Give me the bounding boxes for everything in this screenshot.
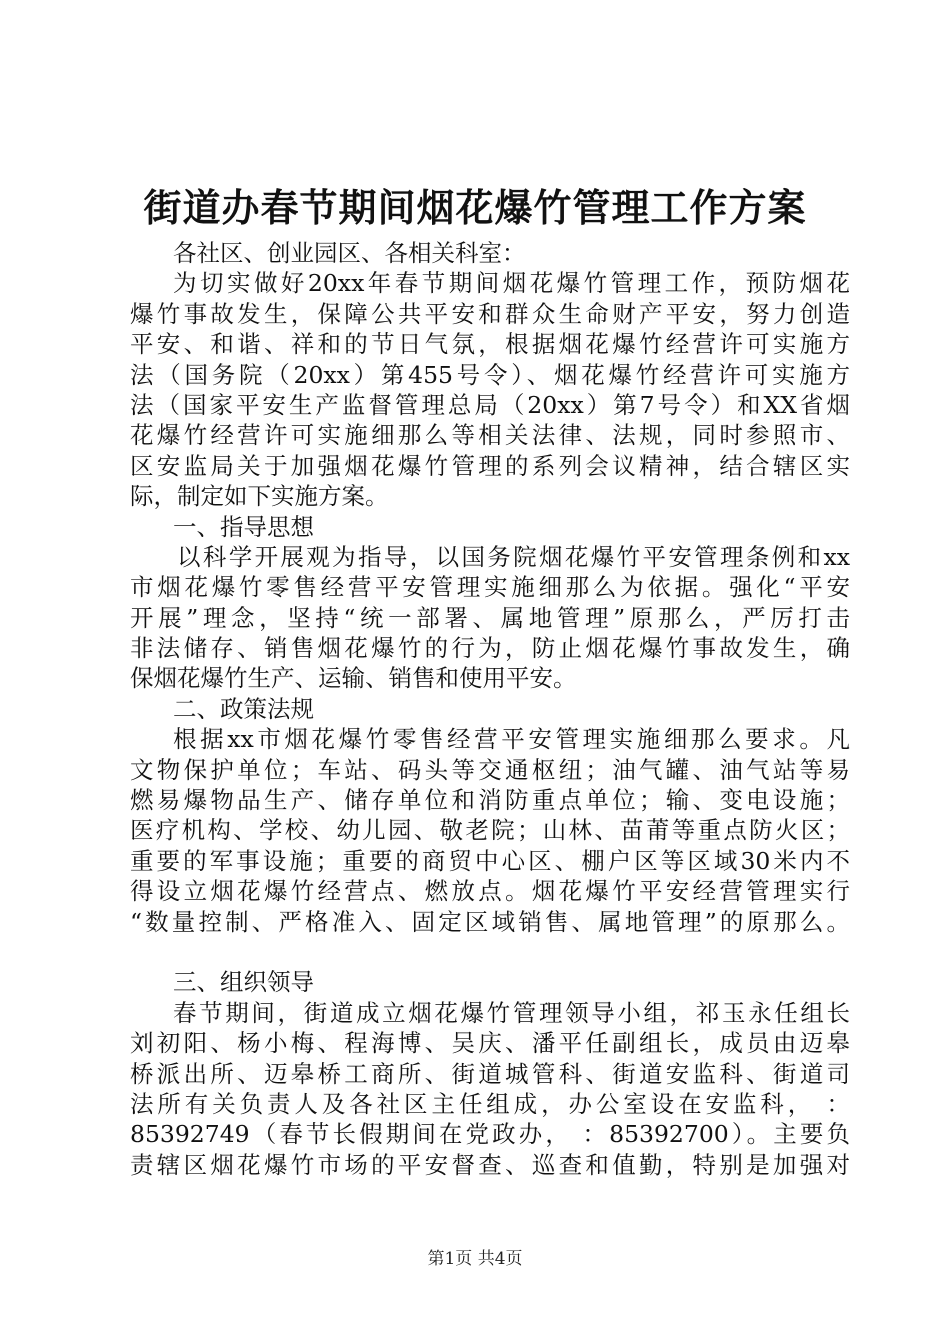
paragraph-line: 燃易爆物品生产、储存单位和消防重点单位；输、变电设施； — [130, 786, 850, 815]
paragraph-line: 保烟花爆竹生产、运输、销售和使用平安。 — [130, 664, 577, 693]
paragraph-line: 责辖区烟花爆竹市场的平安督查、巡查和值勤，特别是加强对 — [130, 1150, 850, 1179]
paragraph-line: “数量控制、严格准入、固定区域销售、属地管理”的原那么。 — [130, 907, 850, 936]
paragraph-line: 重要的军事设施；重要的商贸中心区、棚户区等区域30米内不 — [130, 846, 850, 875]
paragraph-line: 区安监局关于加强烟花爆竹管理的系列会议精神，结合辖区实 — [130, 451, 850, 480]
page-number-footer: 第1页 共4页 — [427, 1249, 523, 1269]
paragraph-line: 花爆竹经营许可实施细那么等相关法律、法规，同时参照市、 — [130, 421, 850, 450]
paragraph-line: 得设立烟花爆竹经营点、燃放点。烟花爆竹平安经营管理实行 — [130, 877, 850, 906]
paragraph-line: 春节期间，街道成立烟花爆竹管理领导小组，祁玉永任组长 — [173, 998, 850, 1027]
paragraph-line: 市烟花爆竹零售经营平安管理实施细那么为依据。强化“平安 — [130, 573, 850, 602]
paragraph-line: 法（国家平安生产监督管理总局（20xx）第7号令）和XX省烟 — [130, 390, 850, 419]
paragraph-line: 医疗机构、学校、幼儿园、敬老院；山林、苗莆等重点防火区； — [130, 816, 850, 845]
salutation-line: 各社区、创业园区、各相关科室： — [173, 239, 526, 267]
paragraph-line: 根据xx市烟花爆竹零售经营平安管理实施细那么要求。凡 — [173, 725, 850, 754]
paragraph-line: 法（国务院（20xx）第455号令）、烟花爆竹经营许可实施方 — [130, 360, 850, 389]
paragraph-line: 为切实做好20xx年春节期间烟花爆竹管理工作，预防烟花 — [173, 269, 850, 298]
section-heading: 二、政策法规 — [173, 694, 314, 723]
paragraph-line: 文物保护单位；车站、码头等交通枢纽；油气罐、油气站等易 — [130, 755, 850, 784]
paragraph-line: 以科学开展观为指导，以国务院烟花爆竹平安管理条例和xx — [177, 542, 850, 571]
document-body — [130, 238, 850, 1180]
paragraph-line: 开展”理念，坚持“统一部署、属地管理”原那么，严厉打击 — [130, 603, 850, 632]
section-heading: 三、组织领导 — [173, 968, 314, 997]
section-heading: 一、指导思想 — [173, 512, 314, 541]
paragraph-line: 桥派出所、迈皋桥工商所、街道城管科、街道安监科、街道司 — [130, 1059, 850, 1088]
document-title: 街道办春节期间烟花爆竹管理工作方案 — [143, 185, 807, 230]
paragraph-line: 85392749（春节长假期间在党政办， ：85392700）。主要负 — [130, 1120, 850, 1149]
paragraph-line: 法所有关负责人及各社区主任组成，办公室设在安监科， ： — [130, 1089, 850, 1118]
blank-line — [130, 937, 850, 967]
paragraph-line: 平安、和谐、祥和的节日气氛，根据烟花爆竹经营许可实施方 — [130, 330, 850, 359]
paragraph-line: 爆竹事故发生，保障公共平安和群众生命财产平安，努力创造 — [130, 299, 850, 328]
paragraph-line: 际，制定如下实施方案。 — [130, 482, 389, 511]
paragraph-line: 非法储存、销售烟花爆竹的行为，防止烟花爆竹事故发生，确 — [130, 634, 850, 663]
paragraph-line: 刘初阳、杨小梅、程海博、吴庆、潘平任副组长，成员由迈皋 — [130, 1029, 850, 1058]
